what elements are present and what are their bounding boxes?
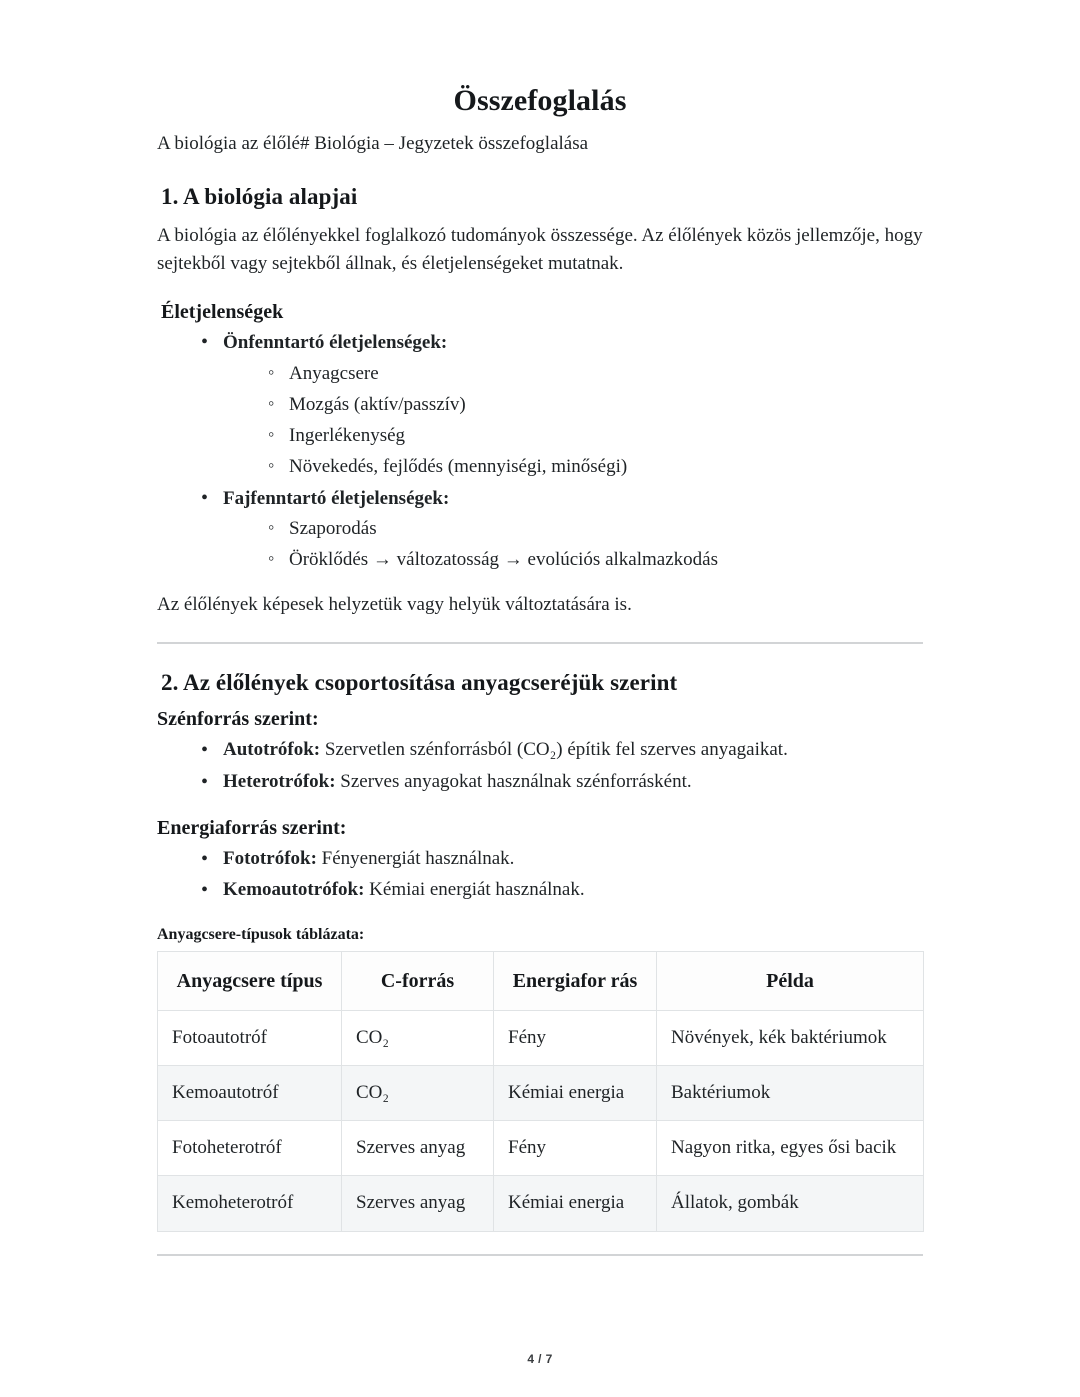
cell-energy-source: Fény [494, 1121, 657, 1176]
column-header-example: Példa [657, 951, 924, 1010]
table-header-row [158, 951, 924, 1010]
list-item: ◦ Anyagcsere [267, 359, 923, 389]
document-subtitle: A biológia az élőlé# Biológia – Jegyzetek összefoglalása [157, 133, 589, 154]
list-item [201, 735, 923, 765]
sublist-species-sustaining [223, 514, 923, 575]
term: Autotrófok: [223, 739, 321, 761]
cell-type: Kemoheterotróf [158, 1176, 342, 1231]
page-content [157, 84, 923, 1256]
cell-example: Növények, kék baktériumok [657, 1010, 924, 1065]
life-phenomena-list [157, 328, 923, 575]
section-heading-1: 1. A biológia alapjai [161, 183, 358, 209]
cell-type: Fotoheterotróf [158, 1121, 342, 1176]
carbon-source-list [157, 735, 923, 797]
energy-source-heading: Energiaforrás szerint: [157, 816, 347, 839]
carbon-source-heading: Szénforrás szerint: [157, 708, 319, 731]
cell-type: Kemoautotróf [158, 1065, 342, 1120]
metabolism-types-table [157, 951, 924, 1232]
table-row [158, 1065, 924, 1120]
page-footer: 4 / 7 [527, 1352, 553, 1366]
definition: Kémiai energiát használnak. [364, 879, 585, 901]
table-row [158, 1010, 924, 1065]
group-label: Fajfenntartó életjelenségek: [223, 487, 450, 509]
table-caption: Anyagcsere-típusok táblázata: [157, 925, 365, 943]
definition: Szervetlen szénforrásból (CO₂) építik fel szerves anyagaikat. [320, 739, 788, 761]
list-item: ◦ Növekedés, fejlődés (mennyiségi, minőségi) [267, 452, 923, 482]
cell-carbon-source: Szerves anyag [342, 1176, 494, 1231]
page-title: Összefoglalás [453, 84, 627, 117]
section-1-closing: Az élőlények képesek helyzetük vagy helyük változtatására is. [157, 594, 632, 616]
cell-carbon-source: CO₂ [342, 1065, 494, 1120]
list-item: ◦ Mozgás (aktív/passzív) [267, 390, 923, 420]
section-1-intro: A biológia az élőlényekkel foglalkozó tudományok összessége. Az élőlények közös jellemzője, hogy sejtekből vagy sejtekből állnak, és életjelenségeket mutatnak. [157, 224, 923, 275]
list-item-group-species-sustaining [201, 484, 923, 575]
definition: Szerves anyagokat használnak szénforrásként. [335, 770, 692, 792]
definition: Fényenergiát használnak. [316, 847, 515, 869]
cell-carbon-source: CO₂ [342, 1010, 494, 1065]
cell-example: Baktériumok [657, 1065, 924, 1120]
cell-energy-source: Kémiai energia [494, 1065, 657, 1120]
table-row [158, 1176, 924, 1231]
table-body [158, 1010, 924, 1231]
term: Kemoautotrófok: [223, 879, 365, 901]
column-header-type: Anyagcsere típus [158, 951, 342, 1010]
list-item: ◦ Szaporodás [267, 514, 923, 544]
list-item [201, 875, 923, 905]
section-divider-top [157, 642, 923, 644]
list-item-group-self-sustaining [201, 328, 923, 482]
list-item [201, 844, 923, 874]
group-label: Önfenntartó életjelenségek: [223, 332, 448, 354]
term: Fototrófok: [223, 847, 317, 869]
list-item: ◦ Ingerlékenység [267, 421, 923, 451]
table-head [158, 951, 924, 1010]
cell-energy-source: Kémiai energia [494, 1176, 657, 1231]
cell-carbon-source: Szerves anyag [342, 1121, 494, 1176]
list-item [201, 767, 923, 797]
section-divider-bottom [157, 1254, 923, 1256]
cell-type: Fotoautotróf [158, 1010, 342, 1065]
energy-source-list [157, 844, 923, 906]
column-header-carbon-source: C-forrás [342, 951, 494, 1010]
list-item: ◦ Öröklődés → változatosság → evolúciós alkalmazkodás [267, 545, 923, 575]
cell-energy-source: Fény [494, 1010, 657, 1065]
term: Heterotrófok: [223, 770, 336, 792]
cell-example: Nagyon ritka, egyes ősi bacik [657, 1121, 924, 1176]
cell-example: Állatok, gombák [657, 1176, 924, 1231]
section-heading-2: 2. Az élőlények csoportosítása anyagcseréjük szerint [161, 670, 678, 696]
life-phenomena-heading: Életjelenségek [161, 301, 284, 324]
sublist-self-sustaining [223, 359, 923, 482]
table-row [158, 1121, 924, 1176]
column-header-energy-source: Energiafor rás [494, 951, 657, 1010]
